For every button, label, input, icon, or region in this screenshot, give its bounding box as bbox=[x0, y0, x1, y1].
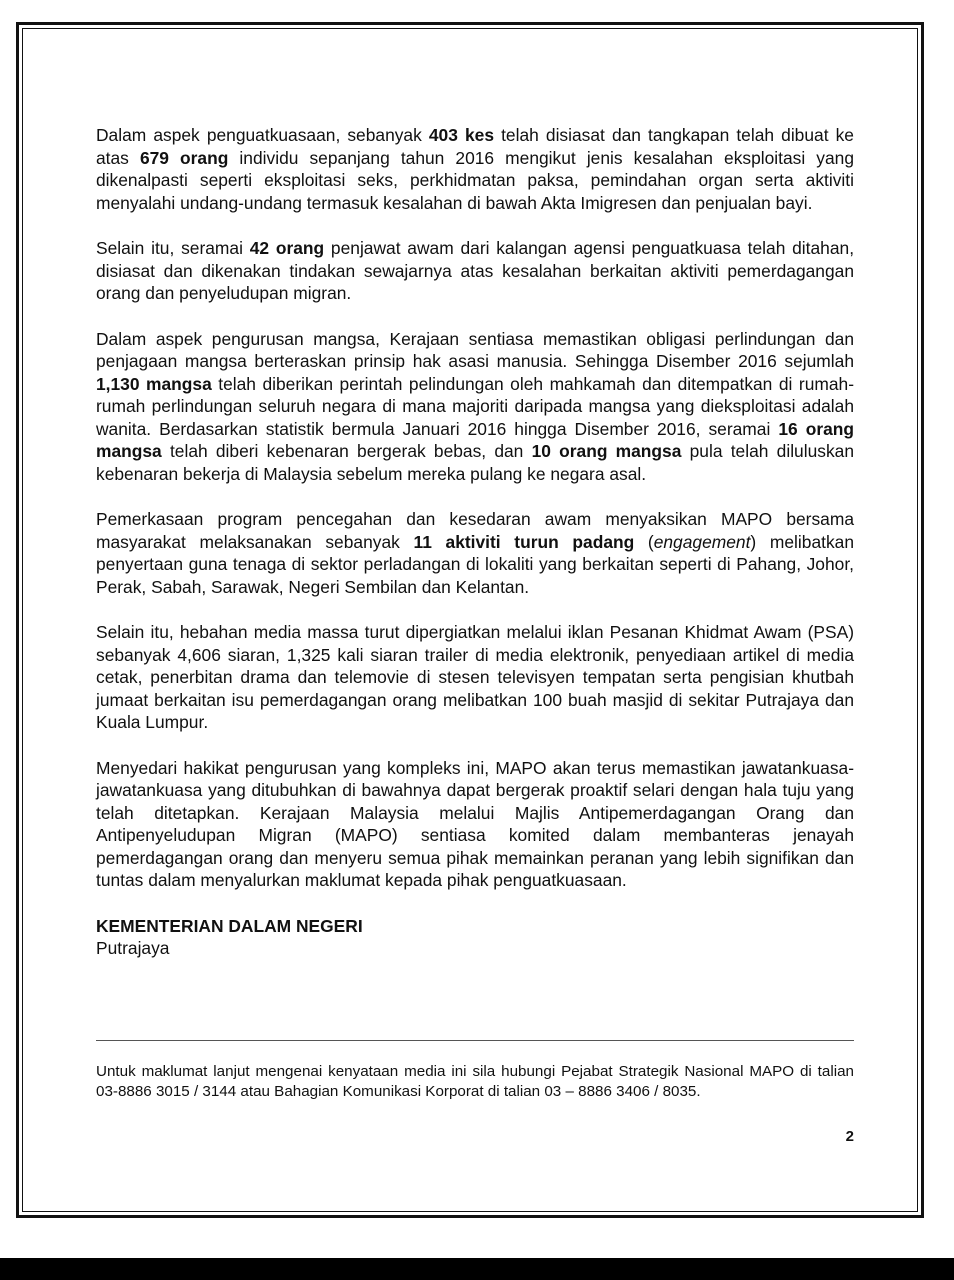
paragraph-list bbox=[96, 124, 854, 892]
highlight-figure: 11 aktiviti turun padang bbox=[413, 531, 635, 552]
paragraph-text: ( bbox=[634, 531, 654, 552]
paragraph-text: engagement bbox=[653, 531, 751, 552]
paragraph-text: Selain itu, seramai bbox=[96, 238, 250, 258]
page-number: 2 bbox=[845, 1128, 854, 1145]
body-paragraph bbox=[96, 508, 854, 598]
footnote-divider bbox=[96, 1040, 854, 1041]
signoff-block bbox=[96, 915, 854, 960]
screen-bottom-bar bbox=[0, 1258, 954, 1280]
body-paragraph bbox=[96, 328, 854, 486]
highlight-figure: 16 orang mangsa bbox=[96, 418, 855, 461]
paragraph-text: individu sepanjang tahun 2016 mengikut jenis kesalahan eksploitasi yang dikenalpasti seperti eksploitasi seks, perkhidmatan paksa, pemindahan organ serta aktiviti menyalahi undang-undang termasuk kesalahan di bawah Akta Imigresen dan penjualan bayi. bbox=[96, 147, 855, 213]
paragraph-text: telah diberi kebenaran bergerak bebas, dan bbox=[161, 441, 532, 461]
paragraph-text: penjawat awam dari kalangan agensi penguatkuasa telah ditahan, disiasat dan dikenakan tindakan sewajarnya atas kesalahan berkaitan aktiviti pemerdagangan orang dan penyeludupan migran. bbox=[96, 238, 855, 303]
highlight-figure: 10 orang mangsa bbox=[531, 441, 682, 461]
highlight-figure: 679 orang bbox=[139, 147, 229, 168]
highlight-figure: 403 kes bbox=[428, 125, 495, 145]
body-paragraph bbox=[96, 621, 854, 734]
paragraph-text: telah disiasat dan tangkapan telah dibuat ke atas bbox=[96, 125, 854, 168]
paragraph-text: Dalam aspek penguatkuasaan, sebanyak bbox=[96, 125, 429, 145]
paragraph-text: telah diberikan perintah pelindungan oleh mahkamah dan ditempatkan di rumah-rumah perlindungan seluruh negara di mana majoriti daripada mangsa yang dieksploitasi adalah wanita. Berdasarkan statistik bermula Januari 2016 hingga Disember 2016, seramai bbox=[96, 373, 854, 439]
contact-footnote: Untuk maklumat lanjut mengenai kenyataan media ini sila hubungi Pejabat Strategik Nasional MAPO di talian 03-8886 3015 / 3144 atau Bahagian Komunikasi Korporat di talian 03 – 8886 3406 / 8035. bbox=[96, 1063, 854, 1100]
body-paragraph bbox=[96, 124, 854, 214]
body-paragraph bbox=[96, 237, 854, 305]
signoff-organization: KEMENTERIAN DALAM NEGERI bbox=[96, 915, 363, 936]
paragraph-text: pula telah diluluskan kebenaran bekerja di Malaysia sebelum mereka pulang ke negara asal. bbox=[96, 441, 854, 484]
highlight-figure: 1,130 mangsa bbox=[96, 373, 212, 394]
paragraph-text: Dalam aspek pengurusan mangsa, Kerajaan sentiasa memastikan obligasi perlindungan dan penjagaan mangsa berteraskan prinsip hak asasi manusia. Sehingga Disember 2016 sejumlah bbox=[96, 328, 854, 371]
paragraph-text: ) melibatkan penyertaan guna tenaga di sektor perladangan di lokaliti yang berkaitan seperti di Pahang, Johor, Perak, Sabah, Sarawak, Negeri Sembilan dan Kelantan. bbox=[96, 531, 854, 597]
body-paragraph bbox=[96, 757, 854, 892]
signoff-location: Putrajaya bbox=[96, 938, 170, 958]
paragraph-text: Selain itu, hebahan media massa turut dipergiatkan melalui iklan Pesanan Khidmat Awam (PSA) sebanyak 4,606 siaran, 1,325 kali siaran trailer di media elektronik, penyediaan artikel di media cetak, penerbitan drama dan telemovie di stesen televisyen tempatan serta pengisian khutbah jumaat berkaitan isu pemerdagangan orang melibatkan 100 buah masjid di sekitar Putrajaya dan Kuala Lumpur. bbox=[96, 622, 854, 732]
paragraph-text: Pemerkasaan program pencegahan dan kesedaran awam menyaksikan MAPO bersama masyarakat melaksanakan sebanyak bbox=[96, 509, 854, 552]
paragraph-text: Menyedari hakikat pengurusan yang kompleks ini, MAPO akan terus memastikan jawatankuasa-jawatankuasa yang ditubuhkan di bawahnya dapat bergerak proaktif selari dengan hala tuju yang telah ditetapkan. Kerajaan Malaysia melalui Majlis Antipemerdagangan Orang dan Antipenyeludupan Migran (MAPO) sentiasa komited dalam membanteras jenayah pemerdagangan orang dan menyeru semua pihak memainkan peranan yang lebih signifikan dan tuntas dalam menyalurkan maklumat kepada pihak penguatkuasaan. bbox=[96, 757, 854, 890]
highlight-figure: 42 orang bbox=[249, 238, 325, 258]
press-release-body bbox=[96, 124, 854, 960]
